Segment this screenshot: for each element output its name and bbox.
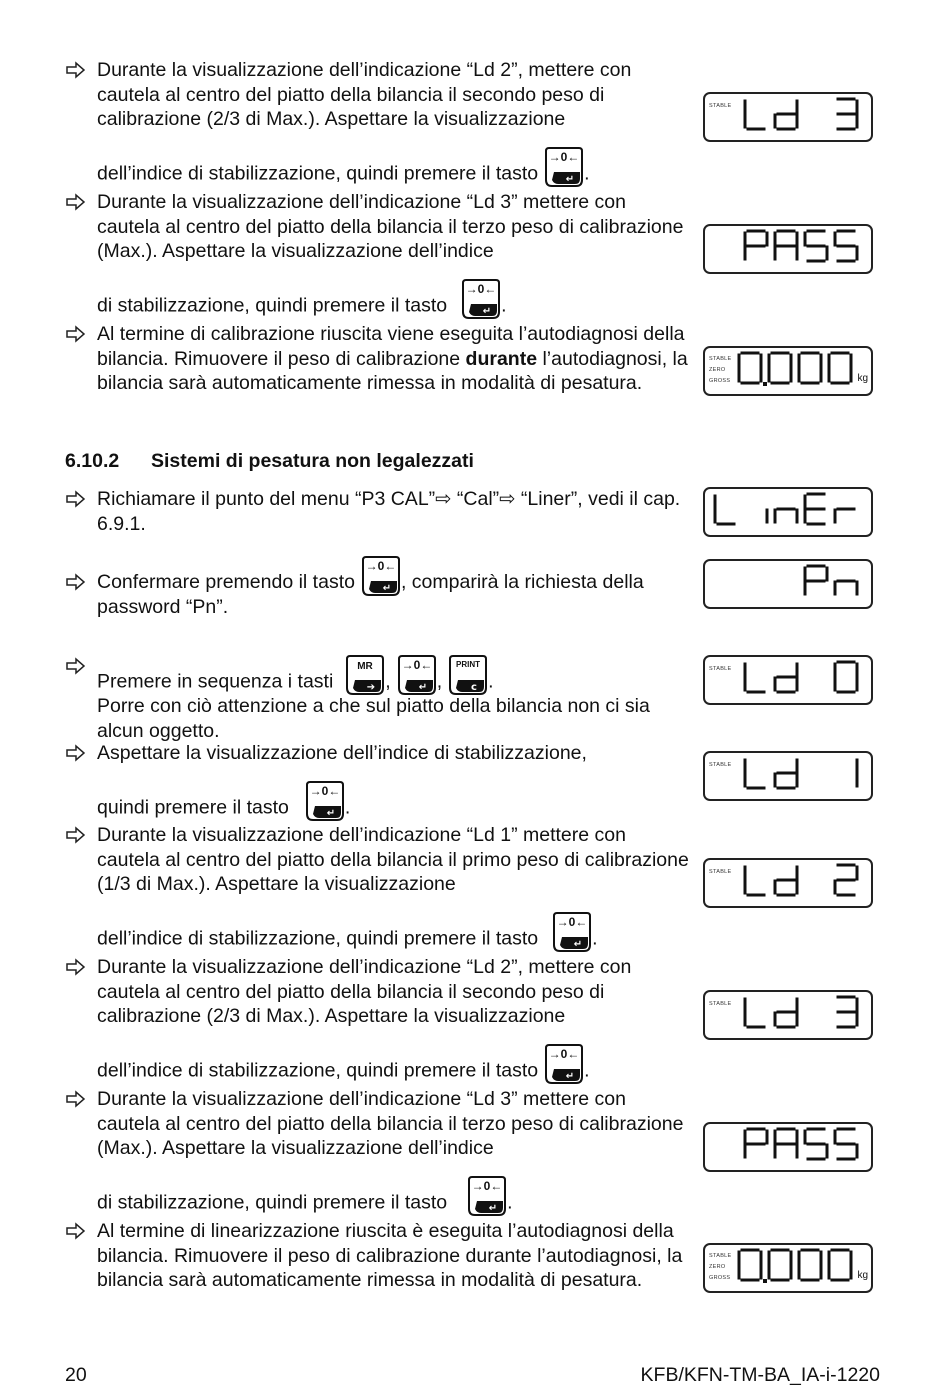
step-text: , comparirà la richiesta della password “Pn”. xyxy=(97,571,644,618)
scale-display xyxy=(703,655,873,705)
scale-display xyxy=(703,990,873,1040)
segment-readout xyxy=(711,229,861,269)
scale-display xyxy=(703,92,873,142)
display-value xyxy=(711,229,861,269)
step-punct: . xyxy=(507,1191,513,1214)
arrow-bullet-icon xyxy=(65,1089,87,1109)
step-punct: . xyxy=(501,294,507,317)
step-key-line: dell’indice di stabilizzazione, quindi premere il tasto xyxy=(97,162,539,185)
step-text: Al termine di calibrazione riuscita viene eseguita l’autodiagnosi della bilancia. Rimuovere il peso di calibrazione xyxy=(97,323,685,370)
segment-readout xyxy=(711,564,861,604)
svg-text:↵: ↵ xyxy=(382,582,392,594)
display-value-text xyxy=(861,995,862,996)
step-punct: . xyxy=(344,796,351,818)
tare-key-icon xyxy=(544,146,584,190)
status-indicator-stable: STABLE xyxy=(709,869,732,875)
mr-key-icon xyxy=(345,654,385,698)
step-item xyxy=(65,823,690,951)
arrow-bullet-icon xyxy=(65,60,87,80)
segment-readout xyxy=(711,756,861,796)
step-text: Aspettare la visualizzazione dell’indice di stabilizzazione, xyxy=(97,742,587,764)
segment-readout xyxy=(711,863,861,903)
display-value-text xyxy=(861,660,862,661)
step-item xyxy=(65,487,690,536)
scale-display xyxy=(703,559,873,609)
display-value-text xyxy=(861,229,862,230)
section-number: 6.10.2 xyxy=(65,450,120,472)
segment-readout xyxy=(705,351,855,391)
scale-display xyxy=(703,487,873,537)
tare-key-icon xyxy=(361,555,401,599)
arrow-bullet-icon xyxy=(65,656,87,676)
arrow-bullet-icon xyxy=(65,192,87,212)
display-value xyxy=(705,1248,855,1288)
svg-text:↵: ↵ xyxy=(482,305,492,317)
display-value xyxy=(711,1127,861,1167)
segment-readout xyxy=(711,1127,861,1167)
display-value xyxy=(711,492,861,532)
step-punct: . xyxy=(592,927,598,950)
segment-readout xyxy=(711,97,861,137)
svg-text:↵: ↵ xyxy=(573,938,583,950)
step-key-line: dell’indice di stabilizzazione, quindi premere il tasto xyxy=(97,927,539,950)
print-key-icon xyxy=(448,654,488,698)
display-unit: kg xyxy=(857,1270,868,1281)
tare-key-icon xyxy=(467,1175,507,1219)
status-indicator-zero: ZERO xyxy=(709,367,726,373)
svg-text:→0←: →0← xyxy=(556,914,588,929)
step-text: Durante la visualizzazione dell’indicazione “Ld 3” mettere con cautela al centro del piatto della bilancia il terzo peso di calibrazione (Max.). Aspettare la visualizzazione dell’indice xyxy=(97,1088,684,1160)
display-value xyxy=(705,351,855,391)
segment-readout xyxy=(705,1248,855,1288)
svg-text:PRINT: PRINT xyxy=(456,660,481,669)
step-item xyxy=(65,558,690,619)
scale-display xyxy=(703,858,873,908)
svg-text:→0←: →0← xyxy=(471,1178,503,1193)
tare-key-icon xyxy=(552,911,592,955)
segment-readout xyxy=(711,660,861,700)
svg-text:➔: ➔ xyxy=(367,682,376,693)
svg-text:↵: ↵ xyxy=(418,682,427,693)
step-item xyxy=(65,190,690,318)
step-item xyxy=(65,1087,690,1215)
step-item xyxy=(65,741,690,820)
scale-display xyxy=(703,751,873,801)
svg-text:↵: ↵ xyxy=(565,1070,575,1082)
display-value xyxy=(711,756,861,796)
svg-text:→0←: →0← xyxy=(465,281,497,296)
display-value-text xyxy=(861,863,862,864)
status-indicator-stable: STABLE xyxy=(709,356,732,362)
tare-key-icon xyxy=(397,654,437,698)
step-bold: durante xyxy=(465,347,538,370)
arrow-bullet-icon xyxy=(65,1221,87,1241)
svg-text:→0←: →0← xyxy=(548,149,580,164)
tare-key-icon xyxy=(305,780,345,824)
scale-display xyxy=(703,346,873,396)
scale-display xyxy=(703,224,873,274)
display-value-text xyxy=(855,351,856,352)
display-value xyxy=(711,660,861,700)
scale-display xyxy=(703,1122,873,1172)
document-code: KFB/KFN-TM-BA_IA-i-1220 xyxy=(640,1364,880,1386)
step-text: Durante la visualizzazione dell’indicazione “Ld 1” mettere con cautela al centro del piatto della bilancia il primo peso di calibrazione (1/3 di Max.). Aspettare la visualizzazione xyxy=(97,824,689,896)
display-value-text xyxy=(855,1248,856,1249)
display-value-text xyxy=(861,97,862,98)
arrow-bullet-icon xyxy=(65,957,87,977)
section-title: Sistemi di pesatura non legalezzati xyxy=(151,450,474,472)
arrow-bullet-icon xyxy=(65,489,87,509)
tare-key-icon xyxy=(461,278,501,322)
display-unit: kg xyxy=(857,373,868,384)
status-indicator-stable: STABLE xyxy=(709,103,732,109)
step-text: Al termine di linearizzazione riuscita è eseguita l’autodiagnosi della bilancia. Rimuovere il peso di calibrazione durante l’autodiagnosi, la bilancia sarà automaticamente rimessa in modalità di pesatura. xyxy=(97,1220,683,1292)
step-punct: , xyxy=(436,670,443,693)
svg-text:MR: MR xyxy=(357,661,374,672)
display-value-text xyxy=(861,564,862,565)
display-value xyxy=(711,863,861,903)
page-number: 20 xyxy=(65,1364,87,1386)
svg-text:→0←: →0← xyxy=(309,783,341,798)
step-item xyxy=(65,654,690,743)
step-item xyxy=(65,322,690,396)
svg-text:→0←: →0← xyxy=(548,1046,580,1061)
arrow-bullet-icon xyxy=(65,324,87,344)
section-heading xyxy=(65,450,474,473)
status-indicator-stable: STABLE xyxy=(709,1001,732,1007)
status-indicator-gross: GROSS xyxy=(709,378,731,384)
display-value xyxy=(711,564,861,604)
step-text: Durante la visualizzazione dell’indicazione “Ld 3” mettere con cautela al centro del piatto della bilancia il terzo peso di calibrazione (Max.). Aspettare la visualizzazione dell’indice xyxy=(97,191,684,263)
svg-text:c: c xyxy=(471,682,478,693)
svg-text:↵: ↵ xyxy=(326,807,336,819)
step-item xyxy=(65,955,690,1083)
display-value xyxy=(711,995,861,1035)
svg-text:→0←: →0← xyxy=(401,658,433,672)
step-key-line: dell’indice di stabilizzazione, quindi premere il tasto xyxy=(97,1059,539,1082)
step-punct: . xyxy=(488,670,494,693)
status-indicator-stable: STABLE xyxy=(709,762,732,768)
status-indicator-gross: GROSS xyxy=(709,1275,731,1281)
arrow-bullet-icon xyxy=(65,572,87,592)
status-indicator-stable: STABLE xyxy=(709,1253,732,1259)
segment-readout xyxy=(711,492,861,532)
step-text: Porre con ciò attenzione a che sul piatto della bilancia non ci sia alcun oggetto. xyxy=(97,695,650,742)
display-value xyxy=(711,97,861,137)
step-text: Richiamare il punto del menu “P3 CAL”⇨ “Cal”⇨ “Liner”, vedi il cap. 6.9.1. xyxy=(97,488,681,535)
status-indicator-stable: STABLE xyxy=(709,666,732,672)
step-text: Premere in sequenza i tasti xyxy=(97,670,334,693)
svg-text:↵: ↵ xyxy=(565,173,575,185)
status-indicator-zero: ZERO xyxy=(709,1264,726,1270)
tare-key-icon xyxy=(544,1043,584,1087)
step-item xyxy=(65,58,690,186)
step-key-line: quindi premere il tasto xyxy=(97,796,289,818)
display-value-text xyxy=(861,492,862,493)
step-text: Durante la visualizzazione dell’indicazione “Ld 2”, mettere con cautela al centro del piatto della bilancia il secondo peso di calibrazione (2/3 di Max.). Aspettare la visualizzazione xyxy=(97,956,632,1028)
step-key-line: di stabilizzazione, quindi premere il tasto xyxy=(97,1191,448,1214)
arrow-bullet-icon xyxy=(65,825,87,845)
step-text: Confermare premendo il tasto xyxy=(97,571,355,593)
step-punct: . xyxy=(584,1059,590,1082)
step-text: l’autodiagnosi, la bilancia sarà automaticamente rimessa in modalità di pesatura. xyxy=(97,347,688,395)
step-punct: . xyxy=(584,162,590,185)
step-text: Durante la visualizzazione dell’indicazione “Ld 2”, mettere con cautela al centro del piatto della bilancia il secondo peso di calibrazione (2/3 di Max.). Aspettare la visualizzazione xyxy=(97,59,632,131)
svg-text:↵: ↵ xyxy=(488,1202,498,1214)
display-value-text xyxy=(861,756,862,757)
segment-readout xyxy=(711,995,861,1035)
display-value-text xyxy=(861,1127,862,1128)
step-item xyxy=(65,1219,690,1293)
step-punct: , xyxy=(385,670,391,693)
svg-text:→0←: →0← xyxy=(365,558,397,573)
arrow-bullet-icon xyxy=(65,743,87,763)
step-key-line: di stabilizzazione, quindi premere il tasto xyxy=(97,294,448,317)
scale-display xyxy=(703,1243,873,1293)
